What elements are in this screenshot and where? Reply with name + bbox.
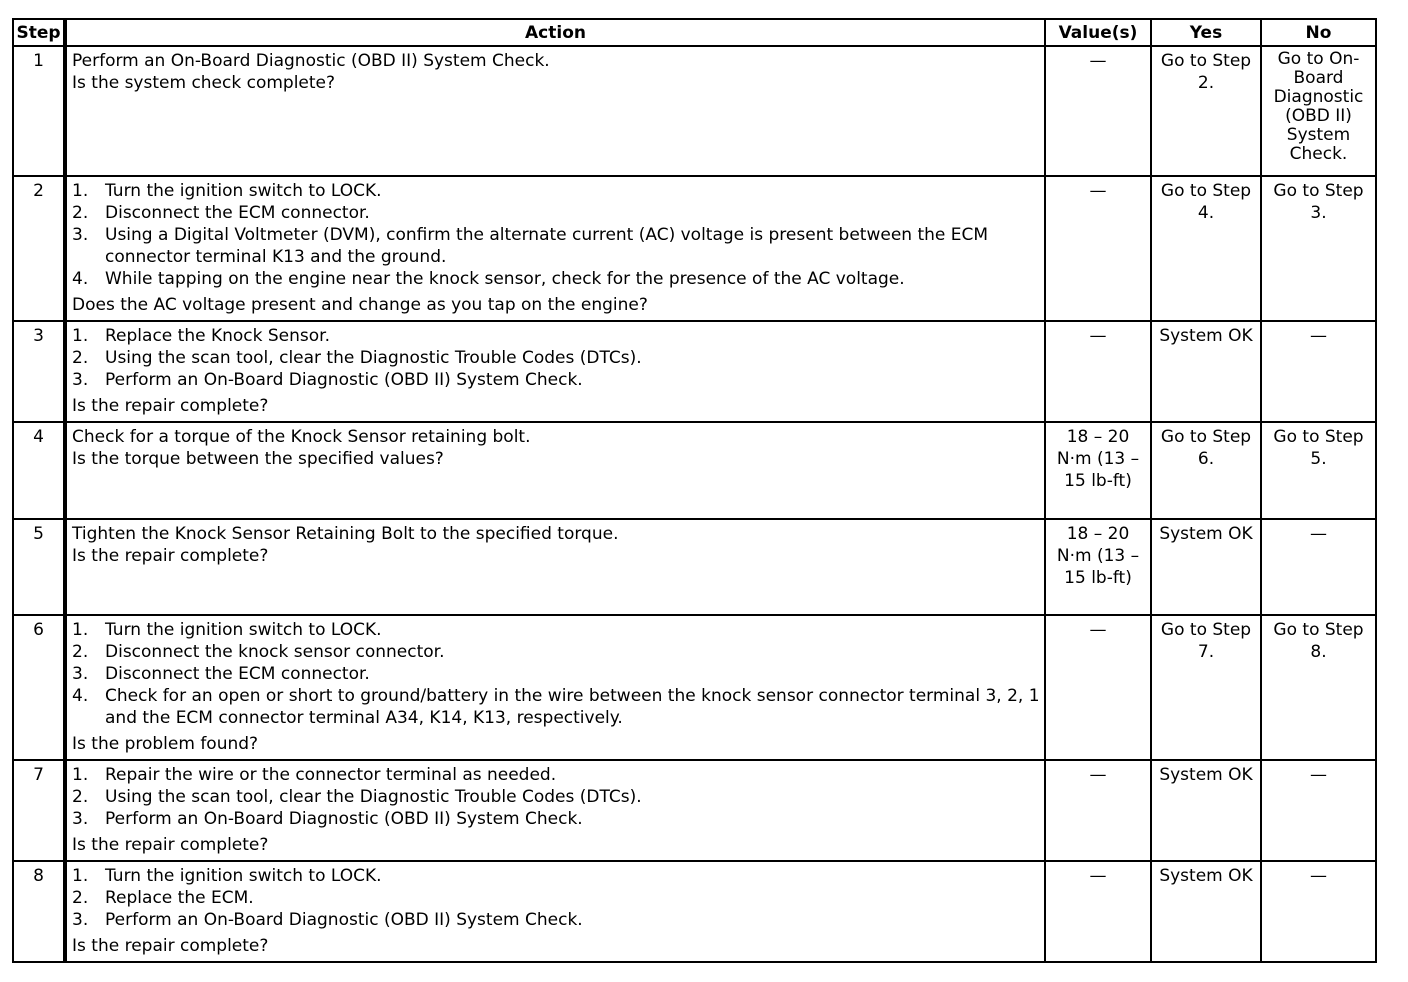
no-cell: — [1261,321,1376,422]
no-cell: — [1261,861,1376,962]
action-list-item: 2. Disconnect the knock sensor connector. [72,642,445,662]
action-list-item: 3. Using a Digital Voltmeter (DVM), confirm the alternate current (AC) voltage is present between the ECM connector terminal K13 and the ground. [72,225,989,267]
yes-cell: Go to Step 2. [1151,46,1261,176]
yes-cell: System OK [1151,760,1261,861]
action-item-text: Repair the wire or the connector terminal as needed. [105,765,557,785]
action-list-item: 1. Turn the ignition switch to LOCK. [72,866,382,886]
action-list-item: 1. Turn the ignition switch to LOCK. [72,620,382,640]
action-question: Is the torque between the specified values? [72,449,444,469]
action-list-item: 3. Perform an On-Board Diagnostic (OBD II) System Check. [72,809,583,829]
action-item-text: Turn the ignition switch to LOCK. [105,181,382,201]
action-list-item: 1. Repair the wire or the connector terminal as needed. [72,765,557,785]
action-item-text: Using the scan tool, clear the Diagnostic Trouble Codes (DTCs). [105,348,642,368]
no-cell: — [1261,519,1376,615]
yes-cell: System OK [1151,861,1261,962]
table-header [13,19,1376,46]
action-cell [65,321,1045,422]
diagnostic-table [12,18,1377,963]
header-row [13,19,1376,46]
action-item-text: Turn the ignition switch to LOCK. [105,620,382,640]
table-row [13,422,1376,519]
action-question: Is the repair complete? [72,396,269,416]
action-list-item: 3. Perform an On-Board Diagnostic (OBD II) System Check. [72,370,583,390]
action-list-item: 3. Disconnect the ECM connector. [72,664,370,684]
action-question: Is the repair complete? [72,835,269,855]
action-list [72,764,1040,830]
action-question: Is the repair complete? [72,546,269,566]
table-row [13,519,1376,615]
action-item-text: Perform an On-Board Diagnostic (OBD II) System Check. [105,370,583,390]
header-action: Action [65,19,1045,46]
yes-cell: System OK [1151,321,1261,422]
value-cell: — [1045,176,1151,321]
action-item-text: While tapping on the engine near the knock sensor, check for the presence of the AC voltage. [105,269,905,289]
step-number: 8 [13,861,65,962]
action-question: Is the repair complete? [72,936,269,956]
step-number: 3 [13,321,65,422]
action-item-text: Using the scan tool, clear the Diagnostic Trouble Codes (DTCs). [105,787,642,807]
action-list-item: 1. Turn the ignition switch to LOCK. [72,181,382,201]
step-number: 7 [13,760,65,861]
step-number: 1 [13,46,65,176]
action-item-text: Perform an On-Board Diagnostic (OBD II) System Check. [105,809,583,829]
value-cell: — [1045,861,1151,962]
value-cell: — [1045,615,1151,760]
action-text: Check for a torque of the Knock Sensor retaining bolt. [72,427,531,447]
action-cell [65,46,1045,176]
value-cell: 18 – 20 N·m (13 – 15 lb-ft) [1045,519,1151,615]
header-step: Step [13,19,65,46]
no-cell: Go to Step 5. [1261,422,1376,519]
action-cell [65,422,1045,519]
table-row [13,46,1376,176]
action-item-text: Disconnect the ECM connector. [105,203,370,223]
step-number: 4 [13,422,65,519]
yes-cell: Go to Step 7. [1151,615,1261,760]
header-values: Value(s) [1045,19,1151,46]
action-question: Is the system check complete? [72,73,336,93]
table-row [13,760,1376,861]
action-list-item: 1. Replace the Knock Sensor. [72,326,330,346]
action-list-item: 2. Replace the ECM. [72,888,254,908]
action-list [72,619,1040,729]
yes-cell: System OK [1151,519,1261,615]
no-cell: Go to Step 3. [1261,176,1376,321]
action-item-text: Disconnect the knock sensor connector. [105,642,445,662]
header-yes: Yes [1151,19,1261,46]
yes-cell: Go to Step 6. [1151,422,1261,519]
action-list-item: 4. Check for an open or short to ground/battery in the wire between the knock sensor connector terminal 3, 2, 1 and the ECM connector terminal A34, K14, K13, respectively. [72,686,1040,728]
action-item-text: Disconnect the ECM connector. [105,664,370,684]
no-cell: Go to On-Board Diagnostic (OBD II) System Check. [1261,46,1376,176]
action-list-item: 4. While tapping on the engine near the knock sensor, check for the presence of the AC voltage. [72,269,905,289]
action-item-text: Using a Digital Voltmeter (DVM), confirm the alternate current (AC) voltage is present between the ECM connector terminal K13 and the ground. [105,225,989,267]
header-no: No [1261,19,1376,46]
action-text: Tighten the Knock Sensor Retaining Bolt to the specified torque. [72,524,619,544]
action-question: Does the AC voltage present and change as you tap on the engine? [72,295,648,315]
yes-cell: Go to Step 4. [1151,176,1261,321]
action-list-item: 2. Using the scan tool, clear the Diagnostic Trouble Codes (DTCs). [72,348,642,368]
value-cell: — [1045,760,1151,861]
table-row [13,861,1376,962]
action-item-text: Replace the ECM. [105,888,254,908]
action-list [72,865,1040,931]
action-list-item: 2. Disconnect the ECM connector. [72,203,370,223]
action-list [72,325,1040,391]
action-cell [65,615,1045,760]
value-cell: — [1045,46,1151,176]
action-cell [65,861,1045,962]
no-cell: Go to Step 8. [1261,615,1376,760]
table-body [13,46,1376,962]
table-row [13,321,1376,422]
action-cell [65,760,1045,861]
action-cell [65,519,1045,615]
table-row [13,176,1376,321]
table-row [13,615,1376,760]
action-item-text: Check for an open or short to ground/battery in the wire between the knock sensor connector terminal 3, 2, 1 and the ECM connector terminal A34, K14, K13, respectively. [105,686,1040,728]
value-cell: 18 – 20 N·m (13 – 15 lb-ft) [1045,422,1151,519]
action-item-text: Turn the ignition switch to LOCK. [105,866,382,886]
action-list-item: 2. Using the scan tool, clear the Diagnostic Trouble Codes (DTCs). [72,787,642,807]
action-item-text: Replace the Knock Sensor. [105,326,330,346]
action-cell [65,176,1045,321]
action-list-item: 3. Perform an On-Board Diagnostic (OBD II) System Check. [72,910,583,930]
value-cell: — [1045,321,1151,422]
action-list [72,180,1040,290]
step-number: 5 [13,519,65,615]
step-number: 6 [13,615,65,760]
action-text: Perform an On-Board Diagnostic (OBD II) System Check. [72,51,550,71]
action-question: Is the problem found? [72,734,259,754]
no-cell: — [1261,760,1376,861]
step-number: 2 [13,176,65,321]
action-item-text: Perform an On-Board Diagnostic (OBD II) System Check. [105,910,583,930]
